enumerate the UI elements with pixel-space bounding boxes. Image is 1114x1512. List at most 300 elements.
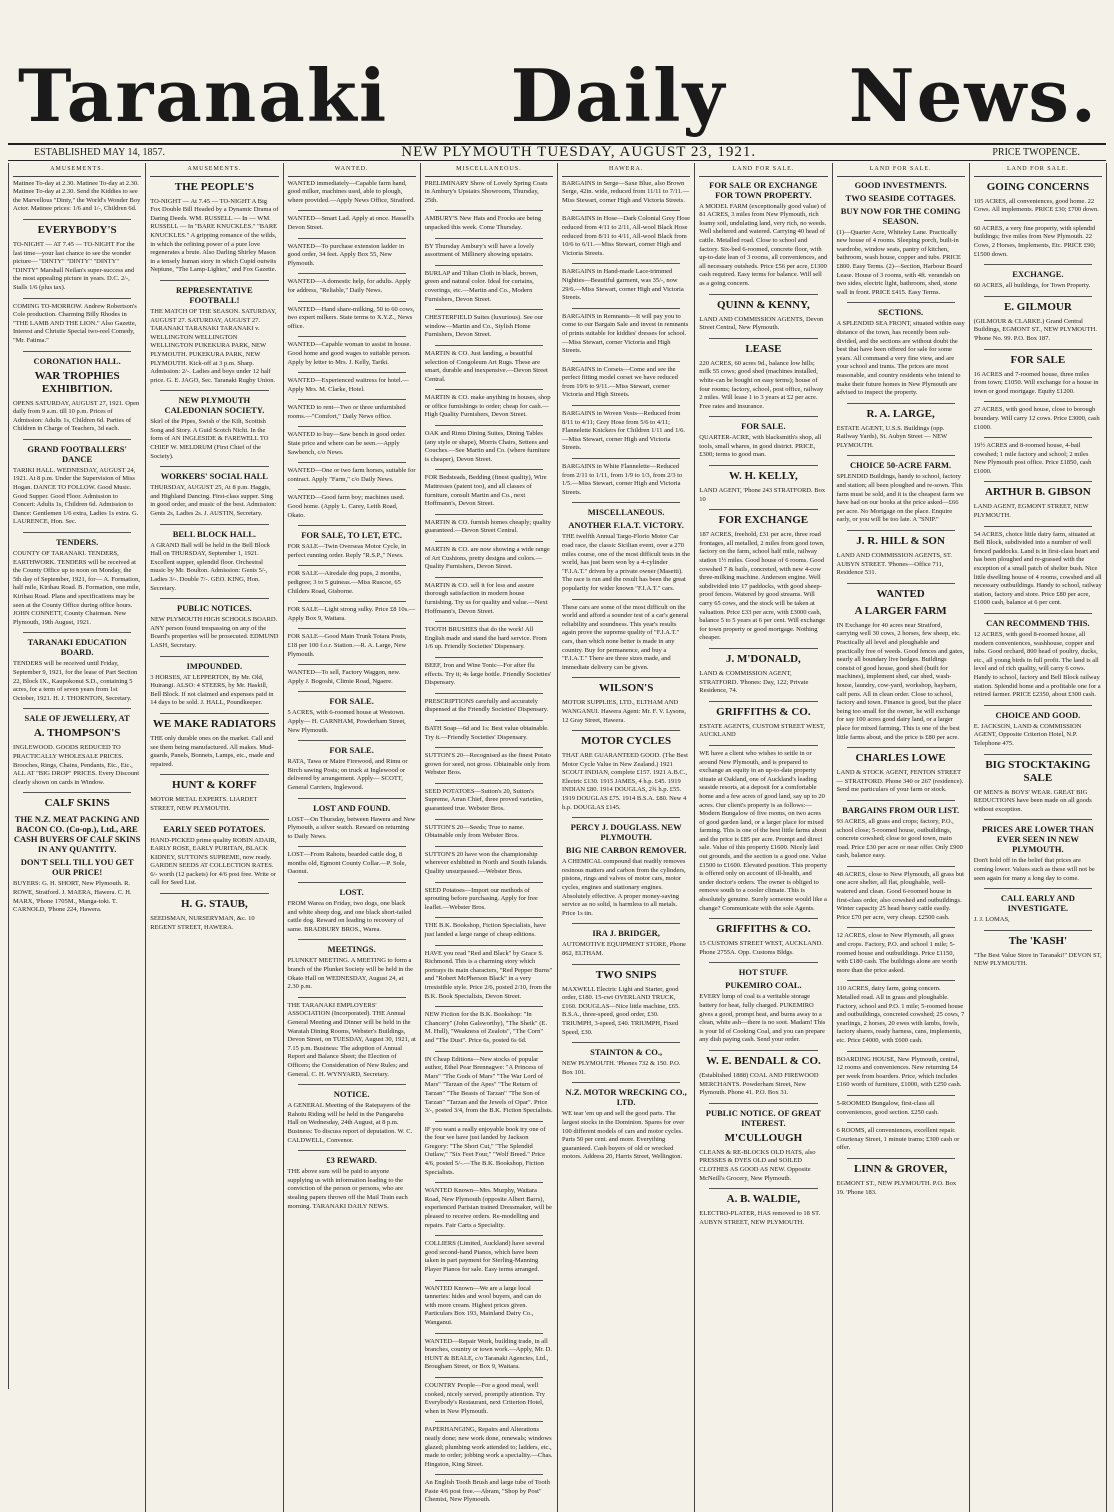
divider: [572, 964, 680, 965]
divider: [847, 980, 955, 981]
divider: [572, 405, 680, 406]
divider: [572, 361, 680, 362]
advert-heading: QUINN & KENNY,: [716, 298, 810, 311]
advert-text: 48 ACRES, close to New Plymouth, all grass but one acre shelter, all flat, ploughable, well-watered and clean. Good 6-roomed house in first-class order, also cowshed and outbuildings. Winter capacity 25 head heavy cattle easily. Price £70 per acre, very cheap. £2500 cash.: [836, 870, 964, 921]
advert-text: OAK and Rimu Dining Suites, Dining Tables (any style or shape), Morris Chairs, Settees and Couches.—See Martin and Co. (where furniture is cheaper), Devon Street.: [424, 430, 550, 463]
divider: [23, 439, 131, 440]
advert-text: J. J. LOMAS,: [973, 916, 1010, 924]
advert-text: BARGAINS in Remnants—It will pay you to come to our Bargain Sale and invest in remnants of prints suitable for kiddies' dresses for school.—Miss Stewart, corner Victoria and High Streets.: [562, 312, 689, 355]
advert-text: SEED Potatoes—Import our methods of sprouting before purchasing. Apply for free leaflet.—Webster Bros.: [424, 886, 538, 911]
divider: [160, 524, 268, 525]
divider: [160, 819, 268, 820]
column-header: LAND FOR SALE.: [837, 165, 965, 177]
advert-heading: WAR TROPHIES EXHIBITION.: [34, 369, 120, 395]
divider: [435, 1051, 543, 1052]
advert-text: TOOTH BRUSHES that do the work! All English made and stand the hard service. From 1/6 up. Friendly Societies' Dispensary.: [424, 626, 547, 651]
advert-heading: LINN & GROVER,: [854, 1162, 948, 1175]
advert-text: BARGAINS in Corsets—Come and see the perfect fitting model corset we have reduced from 19/6 to 9/11.—Miss Stewart, corner Victoria and High Streets.: [562, 365, 678, 399]
divider: [984, 613, 1092, 614]
advert-text: LAND AND COMMISSION AGENTS, ST. AUBYN STREET. 'Phones—Office 711, Residence 531.: [836, 552, 952, 577]
divider: [709, 416, 817, 417]
advert-heading: WE MAKE RADIATORS: [152, 717, 276, 730]
advert-text: 110 ACRES, dairy farm, going concern. Metalled road. All in grass and ploughable. Factory, school and P.O. 1 mile; 5-roomed house and outbuildings, concreted cowshed; 25 cows, 7 yearlings, 2 horses, 20 ewes with lambs, fowls, factory shares, ready harness, cans, implements, etc. Price £4000, with £600 cash.: [836, 985, 965, 1044]
advert-heading: TARANAKI EDUCATION BOARD.: [27, 637, 127, 658]
advert-heading: ANOTHER F.I.A.T. VICTORY.: [568, 520, 684, 531]
issue-date: NEW PLYMOUTH TUESDAY, AUGUST 23, 1921.: [401, 144, 757, 160]
advert-text: WANTED—Good farm boy; machines used. Good home. (Apply L. Carey, Leith Road, Okato.: [287, 494, 405, 519]
divider: [984, 481, 1092, 482]
masthead: [18, 52, 1098, 138]
divider: [984, 754, 1092, 755]
divider: [572, 599, 680, 600]
advert-text: WANTED—Experienced waitress for hotel.—Apply Mrs. M. Clarke, Hotel.: [287, 377, 409, 393]
advert-text: HAND-PICKED prime quality ROBIN ADAIR, EARLY ROSE, EARLY PURITAN, BLACK KIDNEY, SUTTON'S SUPREME, now ready. GARDEN SEEDS AT COLLECTION RATES. 6/- worth (12 packets) for 4/6 post free. Write or call for Seed List.: [150, 836, 277, 887]
divider: [435, 657, 543, 658]
advert-text: 54 ACRES, choice little dairy farm, situated at Bell Block, subdivided into a number of well fenced paddocks. Land is in first-class heart and has been ploughed and re-grassed with the exception of a small patch of shelter bush. Nice little dwelling house of 4 rooms, cowshed and all necessary outbuildings. Handy to school, railway station, factory and store. Price £80 per acre, £1000 cash, balance at 6 per cent.: [973, 530, 1102, 607]
divider: [298, 1150, 406, 1151]
divider: [984, 526, 1092, 527]
advert-text: 15 CUSTOMS STREET WEST, AUCKLAND. Phone 2755A. Opp. Customs Bldgs.: [699, 940, 824, 956]
advert-heading: NEW PLYMOUTH CALEDONIAN SOCIETY.: [164, 395, 265, 416]
divider: [160, 598, 268, 599]
divider: [572, 677, 680, 678]
divider: [435, 917, 543, 918]
advert-heading: CHOICE 50-ACRE FARM.: [850, 460, 952, 471]
divider: [435, 1121, 543, 1122]
divider: [435, 265, 543, 266]
advert-text: THE twelfth Annual Targo-Florio Motor Car road race, the classic Sicilian event, over a 270 miles course, one of the most difficult tests in the world, has just been won by a 4-cylinder "F.I.A.T." driven by a private owner (Masetti). The race is run and the result has been the great popularity for wider known "F.I.A.T." cars.: [562, 533, 691, 592]
advert-text: Don't hold off in the belief that prices are coming lower. Values such as these will not be seen again for many a long day to come.: [973, 857, 1095, 882]
advert-text: These cars are some of the most difficult on the world and afford a sounder test of a car's general reliability and soundness. This year's results again prove the supreme quality of "F.I.A.T." cars, than which none better is made in any country. Buy for permanence, and buy a "F.I.A.T." There are three sizes made, and immediate delivery can be given.: [562, 603, 689, 671]
advert-text: THE TARANAKI EMPLOYERS' ASSOCIATION (Incorporated). THE Annual General Meeting and Dinner will be held in the Waratah Dining Rooms, Webster's Buildings, Devon Street, on TUESDAY, August 30, 1921, at 7.15 p.m. Business: The adoption of Annual Report and Balance Sheet; the Election of Officers; the Consideration of New Rules; and General. C. H. WYNYARD, Secretary.: [287, 1001, 416, 1078]
divider: [23, 632, 131, 633]
advert-text: 27 ACRES, with good house, close to borough boundary. Will carry 12 cows. Price £3000, cash £1000.: [973, 406, 1100, 431]
advert-text: FOR SALE—Light strong sulky. Price £8 10s.—Apply Box 9, Waitara.: [287, 606, 416, 622]
advert-text: NEW PLYMOUTH. 'Phones 732 & 150. P.O. Box 101.: [562, 1060, 681, 1076]
advert-text: 60 ACRES, a very fine property, with splendid buildings; five miles from New Plymouth. 22 Cows, 2 Horses, Implements, Etc. PRICE £90; £1500 down.: [973, 224, 1096, 258]
divider: [435, 210, 543, 211]
advert-heading: REPRESENTATIVE FOOTBALL!: [176, 284, 253, 305]
advert-text: SEED POTATOES—Sutton's 20, Sutton's Supreme, Arran Chief, three proved varieties, guaranteed true. Webster Bros.: [424, 787, 544, 813]
advert-text: WANTED—To purchase extension ladder in good order, 34 feet. Apply Box 55, New Plymouth.: [287, 242, 405, 267]
price: PRICE TWOPENCE.: [992, 147, 1080, 158]
advert-heading: CHOICE AND GOOD.: [995, 709, 1081, 720]
advert-text: A SPLENDID SEA FRONT, situated within easy distance of the town, has recently been sub-divided, and the sections are without doubt the best that have been offered for sale for some years. All command a very fine view, and are your school and trams. The prices are most reasonable, and country residents who intend to make their future homes in New Plymouth are advised to inspect the property.: [836, 320, 965, 397]
advert-text: EVERY lump of coal is a veritable storage battery for heat, fully charged. PUKEMIRO gives a good, prompt heat, and burns away to a clean, white ash—there is no soot. Madam! This is your Id of Cooking Coal, and you can prepare any dish paying cash. Send your order.: [699, 993, 826, 1044]
advert-text: WANTED to buy—Saw bench in good order. State price and where can be seen.—Apply Sawbench, c/o News.: [287, 431, 406, 456]
advert-heading: PUBLIC NOTICE. OF GREAT INTEREST.: [705, 1107, 821, 1128]
divider: [160, 466, 268, 467]
divider: [984, 888, 1092, 889]
advert-text: THE MATCH OF THE SEASON. SATURDAY, AUGUST 27. SATURDAY, AUGUST 27. TARANAKI TARANAKI TARANAKI v. WELLINGTON WELLINGTON WELLINGTON PUKEKURA PARK, NEW PLYMOUTH. PUKEKURA PARK, NEW PLYMOUTH. Kick-off at 3 p.m. Sharp. Admission: 2/-. Ladies and boys under 12 half price. G. E. JAGO, Sec. Taranaki Rugby Union.: [150, 307, 277, 384]
advert-text: MAXWELL Electric Light and Starter, good order, £180. 15-cwt OVERLAND TRUCK, £160. DOUGLAS—Nice little machine, £65. B.S.A., three-speed, good order, £30. TRIUMPH, 3-speed, £40. TRIUMPH, Fixed Speed, £30.: [562, 985, 680, 1036]
advert-text: BEEF, Iron and Wine Tonic—For after flu effects. Try it; 4s large bottle. Friendly Societies' Dispensary.: [424, 661, 552, 687]
divider: [298, 601, 406, 602]
divider: [435, 819, 543, 820]
advert-text: SUTTON'S 20—Seeds; True to name. Obtainable only from Webster Bros.: [424, 823, 525, 840]
advert-text: TENDERS will be received until Friday, September 9, 1921, for the lease of Part Section 22, Block IX., Kaupokonui S.D., containing 5 acres, for a term of seven years from 1st October, 1921. H. J. THORNTON, Secretary.: [13, 660, 138, 702]
divider: [709, 1050, 817, 1051]
advert-text: BARGAINS in Hand-made Lace-trimmed Nighties—Beautiful garment, was 35/-, now 29/6.—Miss Stewart, corner High and Victoria Streets.: [562, 268, 684, 302]
divider: [709, 338, 817, 339]
column-7: [833, 163, 970, 1512]
advert-heading: MOTOR CYCLES: [581, 735, 672, 748]
divider: [709, 1188, 817, 1189]
advert-heading: GRIFFITHS & CO.: [716, 705, 811, 718]
advert-heading: GRAND FOOTBALLERS' DANCE: [27, 443, 127, 464]
advert-heading: TENDERS.: [55, 537, 99, 548]
divider: [298, 426, 406, 427]
divider: [435, 469, 543, 470]
advert-heading: LEASE: [745, 342, 782, 355]
advert-heading: The 'KASH': [1008, 934, 1068, 947]
advert-text: OPENS SATURDAY, AUGUST 27, 1921. Open daily from 9 a.m. till 10 p.m. Prices of Admission: Adults 1s, Children 6d. Parties of Children in Charge of Teachers, 3d each.: [13, 399, 140, 433]
divider: [160, 713, 268, 714]
divider: [435, 1280, 543, 1281]
divider: [298, 462, 406, 463]
divider: [847, 1051, 955, 1052]
advert-heading: ARTHUR B. GIBSON: [985, 486, 1091, 499]
column-header: HAWERA.: [562, 165, 690, 177]
divider: [298, 372, 406, 373]
advert-heading: BIG NIE CARBON REMOVER.: [565, 845, 687, 856]
divider: [984, 220, 1092, 221]
advert-heading: EARLY SEED POTATOES.: [163, 823, 266, 834]
advert-text: IF you want a really enjoyable book try one of the four we have just landed by Jackson Gregory: "The Short Cut," "The Splendid Outlaw," "Six Feet Four," "Wolf Breed." Price 4/6, posted 5/-.—The B.K. Bookshop, Fiction Specialists.: [424, 1125, 546, 1176]
advert-text: 5-ROOMED Bungalow, first-class all conveniences, good section. £250 cash.: [836, 1099, 939, 1116]
advert-text: WANTED Known—We are a large local tanneries: hides and wool buyers, and can do with more cream. Highest prices given. Particulars Box 193, Mainland Dairy Co., Wanganui.: [424, 1284, 542, 1326]
divider: [435, 1333, 543, 1334]
advert-heading: SECTIONS.: [878, 307, 924, 318]
advert-text: COUNTRY People—For a good meal, well cooked, nicely served, promptly attention. Try Everybody's Restaurant, next Criterion Hotel, when in New Plymouth.: [424, 1381, 545, 1415]
advert-text: EGMONT ST., NEW PLYMOUTH. P.O. Box 19. 'Phone 183.: [836, 1179, 957, 1196]
advert-heading: E. GILMOUR: [1003, 300, 1072, 313]
divider: [23, 219, 131, 220]
advert-text: AUTOMOTIVE EQUIPMENT STORE, Phone 862, ELTHAM.: [562, 941, 686, 957]
divider: [298, 238, 406, 239]
advert-text: WANTED—A domestic help, for adults. Apply for address, "Reliable," Daily News.: [287, 278, 411, 294]
divider: [160, 390, 268, 391]
advert-heading: PUKEMIRO COAL.: [725, 980, 802, 991]
advert-heading: N.Z. MOTOR WRECKING CO., LTD.: [565, 1087, 687, 1108]
divider: [435, 621, 543, 622]
divider: [435, 1235, 543, 1236]
divider: [984, 264, 1092, 265]
divider: [572, 1082, 680, 1083]
advert-heading: CORONATION HALL.: [33, 355, 121, 366]
column-8: [970, 163, 1107, 1512]
advert-heading: THE PEOPLE'S: [174, 180, 254, 193]
advert-heading: W. E. BENDALL & CO.: [705, 1054, 821, 1067]
advert-text: ESTATE AGENT, U.S.S. Buildings (opp. Railway Yards), St. Aubyn Street — NEW PLYMOUTH.: [836, 424, 948, 449]
advert-heading: GOING CONCERNS: [986, 180, 1090, 193]
divider: [435, 882, 543, 883]
advert-heading: EVERYBODY'S: [37, 223, 117, 236]
advert-text: TARIKI HALL. WEDNESDAY, AUGUST 24, 1921. At 8 p.m. Under the Supervision of Miss Hogan. DANCE TO FOLLOW. Good Music. Good Supper. Good Floor. Admission to Concert: Adults 1s, Children 6d. Admission to Dance: Gentlemen 1/6 extra, Ladies 1s extra. G. LAURENCE, Hon. Sec.: [13, 466, 139, 526]
advert-heading: LOST.: [339, 887, 364, 898]
column-header: WANTED.: [288, 165, 416, 177]
divider: [160, 774, 268, 775]
advert-text: A GRAND Ball will be held in the Bell Block Hall on THURSDAY, September 1, 1921. Excellent supper, splendid floor. Orchestral music by Mr. Boulton. Admission: Gents 5/-, Ladies 3/-. Double 7/-. GEO. KING, Hon. Secretary.: [150, 541, 270, 592]
divider: [298, 525, 406, 526]
advert-heading: TWO SEASIDE COTTAGES.: [845, 192, 956, 203]
advert-text: WE have a client who wishes to settle in or around New Plymouth, and is prepared to exchange an equity in an up-to-date property situate at Oakland, one of Auckland's leading seaside resorts, at a deposit for a comfortable home and a few acres of good land, say up to 20 acres. Our client's property is as follows:—Modern Bungalow of five rooms, on two acres of good garden land, or a larger place for mixed farming. This is one of the best little farms about and the price is £85 per acre. Prompt and direct sale. Value of this property £1600. Nicely laid out grounds, and the section is a good one. Value £1500 to £1600. Elevated position. This property is offered only on account of ill-health, and under doctor's orders. The owner is obliged to remove south to a cooler climate. This is absolutely genuine. Surely someone would like a change? Communicate with the sole Agents.: [699, 749, 827, 912]
divider: [160, 893, 268, 894]
advert-text: WANTED—One or two farm horses, suitable for contract. Apply "Farm," c/o Daily News.: [287, 467, 416, 483]
divider: [435, 1474, 543, 1475]
divider: [160, 656, 268, 657]
advert-text: 220 ACRES, 60 acres 9d., balance low hills; milk 55 cows; good shed (machines installed, white-can be bought on easy terms); house of four rooms; factory, school, post office, railway 2 miles. Will lease 1 to 3 years at £2 per acre. Free rates and insurance.: [699, 359, 824, 410]
divider: [572, 458, 680, 459]
advert-text: THE only durable ones on the market. Call and see them being manufactured. All makes. Mud-guards, Panels, Bonnets, Lamps, etc., made and repaired.: [150, 734, 275, 768]
advert-heading: MEETINGS.: [327, 944, 376, 955]
divider: [572, 502, 680, 503]
divider: [298, 628, 406, 629]
advert-text: 93 ACRES, all grass and crops; factory, P.O., school close; 5-roomed house, outbuildings, concrete cowshed; close to good town, main road. Price £30 per acre or near offer. Only £900 cash, balance easy.: [836, 817, 963, 860]
advert-heading: WORKERS' SOCIAL HALL: [160, 471, 268, 482]
divider: [298, 301, 406, 302]
masthead-word-taranaki: Taranaki: [18, 52, 389, 138]
advert-text: COLLIERS (Limited, Auckland) have several good second-hand Pianos, which have been taken in part payment for Sterling-Manning Player Pianos for sale. Easy terms arranged.: [424, 1240, 545, 1273]
divider: [984, 437, 1092, 438]
advert-text: An English Tooth Brush and large tube of Tooth Paste 4/6 post free.—Abram, "Shop by Post" Chemist, New Plymouth.: [424, 1479, 550, 1504]
advert-text: BATH Soap—6d and 1s: Best value obtainable. Try it.—Friendly Societies' Dispensary.: [424, 724, 549, 741]
advert-text: Matinee To-day at 2.30. Matinee To-day at 2.30. Matinee To-day at 2.30. Send the Kiddies to see the Marvellous "Dinty," the World's Wonder Boy Actor. Matinee prices: 1/6 and 1/-, Children 6d.: [13, 179, 141, 213]
advert-text: IN Exchange for 40 acres near Stratford, carrying well 30 cows, 2 horses, few sheep, etc. Practically all level and ploughable and practically free of weeds. Good fences and gates, nearly all boundary live hedges. Buildings consist of good house, good shed (built for machines), implement shed, car shed, wash-house, laundry, cow-yard, workshop, haybarn, calf pens. All in clean order. Close to school, factory and town. Finance is good, but the place being too small for the owner, he will exchange for say 100 acres good dairy land, or a larger place for mixed farming. This is one of the best little farms about, and the price is £80 per acre.: [836, 621, 965, 741]
advert-heading: IRA J. BRIDGER,: [592, 928, 660, 939]
divider: [298, 997, 406, 998]
column-header: AMUSEMENTS.: [150, 165, 278, 177]
divider: [298, 691, 406, 692]
divider: [23, 298, 131, 299]
advert-heading: £3 REWARD.: [326, 1155, 377, 1166]
advert-text: WANTED—Smart Lad. Apply at once. Hassell's Devon Street.: [287, 215, 415, 231]
divider: [435, 1421, 543, 1422]
column-5: [558, 163, 695, 1512]
advert-text: A GENERAL Meeting of the Ratepayers of the Rahotu Riding will be held in the Pungarehu Hall on Wednesday, 24th August, at 8 p.m. Business: To discuss report of deputation. W. C. CALDWELL, Convenor.: [287, 1102, 413, 1144]
divider: [160, 280, 268, 281]
advert-heading: HUNT & KORFF: [172, 779, 257, 792]
advert-heading: BUY NOW FOR THE COMING SEASON.: [840, 205, 961, 226]
advert-text: PAPERHANGING, Repairs and Alterations neatly done; new work done, renewals; windows glazed; plumbing work attended to; ladders, etc., made to order; jobbing work a speciality.—Chas. Hingston, King Street.: [424, 1426, 553, 1468]
advert-text: THAT ARE GUARANTEED GOOD. (The Best Motor Cycle Value in New Zealand.) 1921 SCOUT INDIAN, complete £157. 1921 A.B.C., Electric £130. 1915 JAMES, 4 h.p. £45. 1919 INDIAN £80. 1914 DOUGLAS, 2¾ h.p. £55. 1919 DOUGLAS £75. 1914 B.S.A. £80. New 4 h.p. DOUGLAS £145.: [562, 752, 688, 811]
divider: [709, 701, 817, 702]
advert-heading: WILSON'S: [598, 682, 654, 695]
divider: [847, 302, 955, 303]
advert-text: WANTED to rent—Two or three unfurnished rooms.—"Comfort," Daily News office.: [287, 404, 406, 420]
advert-text: PLUNKET MEETING. A MEETING to form a branch of the Plunket Society will be held in the Okato Hall on WEDNESDAY, August 24, at 2.30 p.m.: [287, 957, 413, 991]
advert-text: MARTIN & CO. furnish homes cheaply; quality guaranteed.—Devon Street Central.: [424, 518, 551, 535]
advert-heading: R. A. LARGE,: [866, 407, 935, 420]
advert-text: BARGAINS in White Flannelette—Reduced from 2/11 to 1/11, from 1/9 to 1/3, from 2/3 to 1/5.—Miss Stewart, corner High and Victoria Streets.: [562, 463, 683, 496]
divider: [435, 720, 543, 721]
advert-text: COUNTY OF TARANAKI. TENDERS, EARTHWORK. TENDERS will be received at the County Office up to noon on Monday, the 5th day of September, 1921, for— A. Formation, half mile, Kirihau Road. B. Formation, one mile, Kirihau Road. Plans and specifications may be seen at the County Office during office hours. JOHN CONNETT, County Chairman. New Plymouth, 19th August, 1921.: [13, 550, 141, 626]
advert-text: 5 ACRES, with 6-roomed house at Westown. Apply— H. CARNHAM, Powderham Street, New Plymouth.: [287, 709, 406, 734]
divider: [709, 918, 817, 919]
advert-heading: MISCELLANEOUS.: [587, 507, 665, 518]
masthead-word-daily: Daily: [510, 52, 727, 138]
divider: [298, 740, 406, 741]
divider: [435, 1006, 543, 1007]
advert-heading: FOR SALE: [1010, 353, 1066, 366]
advert-heading: CALF SKINS: [44, 797, 110, 810]
advert-text: LAND AGENT, EGMONT STREET, NEW PLYMOUTH.: [973, 503, 1089, 520]
advert-heading: SALE OF JEWELLERY, AT: [24, 713, 130, 724]
advert-text: MARTIN & CO. sell it for less and assure thorough satisfaction in modern house furnishing. Try us for quality and value.—Next Hoffmann's, Devon Street.: [424, 581, 548, 615]
advert-text: AMBURY'S New Hats and Frocks are being unpacked this week. Come Thursday.: [424, 215, 542, 231]
divider: [298, 664, 406, 665]
advert-text: ESTATE AGENTS, CUSTOM STREET WEST, AUCKLAND: [699, 722, 826, 739]
advert-text: OF MEN'S & BOYS' WEAR. GREAT BIG REDUCTIONS have been made on all goods without exception.: [973, 788, 1092, 813]
advert-heading: J. M'DONALD,: [725, 652, 801, 665]
dateline: [8, 143, 1106, 161]
divider: [984, 930, 1092, 931]
divider: [572, 923, 680, 924]
divider: [23, 351, 131, 352]
advert-text: WANTED—Capable woman to assist in house. Good home and good wages to suitable person. Apply by letter to Mrs. J. Kelly, Tariki.: [287, 341, 411, 366]
advert-heading: HOT STUFF.: [738, 967, 788, 978]
divider: [298, 336, 406, 337]
advert-text: TO-NIGHT — At 7.45 — TO-NIGHT A Big Fox Double Bill Headed by a Dynamic Drama of Daring Deeds. WM. RUSSELL — In — WM. RUSSELL — In "BARE KNUCKLES." "BARE KNUCKLES." A gripping romance of the wilds, in which the refining power of a pure love regenerates a brute. Also Darling Shirley Mason in a tensely human story in which Cupid outwits Neptune, "The Lamp-Lighter," and Fox Gazette.: [150, 197, 279, 274]
advert-text: 16 ACRES and 7-roomed house, three miles from town; £1050. Will exchange for a house in town or good mortgage. Equity £1200.: [973, 370, 1099, 395]
advert-text: PRESCRIPTIONS carefully and accurately dispensed at the Friendly Societies' Dispensary.: [424, 697, 549, 714]
divider: [572, 263, 680, 264]
advert-text: WANTED immediately—Capable farm hand, good milker, machines used, able to plough, where provided.—Apply News Office, Stratford.: [287, 179, 415, 204]
column-4: [421, 163, 558, 1512]
divider: [847, 583, 955, 584]
advert-text: SEEDSMAN, NURSERYMAN, &c. 10 REGENT STREET, HAWERA.: [150, 915, 255, 931]
advert-text: 12 ACRES, close to New Plymouth, all grass and crops. Factory, P.O. and school 1 mile; 5-roomed house and outbuildings. Price £1150, with £180 cash. The buildings alone are worth more than the price asked.: [836, 932, 957, 974]
column-6: [695, 163, 832, 1512]
advert-text: WANTED—Repair Work, building trade, in all branches, country or town work.—Apply, Mr. D. HUNT & BEALE, c/o Taranaki Agencies, Ltd., Brougham Street, or Box 9, Waitara.: [424, 1337, 552, 1371]
advert-text: LAND AND COMMISSION AGENTS, Devon Street Central, New Plymouth.: [699, 315, 824, 332]
divider: [298, 273, 406, 274]
advert-text: CLEANS & RE-BLOCKS OLD HATS, also PRESSES & DYES OLD and SOILED CLOTHES AS GOOD AS NEW. Opposite McNeill's Grocery, New Plymouth.: [699, 1148, 816, 1182]
divider: [984, 401, 1092, 402]
advert-text: COMING TO-MORROW. Andrew Robertson's Cole production. Charming Billy Rhodes in "THE LAMB AND THE LION." Also Gazette, Interest and Christie Special two-reel Comedy, "Mr. Fatima.": [13, 302, 137, 344]
advert-text: 19½ ACRES and 8-roomed house, 4-bail cowshed; 1 mile factory and school; 2 miles New Plymouth post office. Price £1850, cash £1000.: [973, 442, 1092, 475]
advert-text: A MODEL FARM (exceptionally good value) of 81 ACRES, 3 miles from New Plymouth, rich loamy soil, undulating land, very rich, no weeds. Well sheltered and watered. Carrying 40 head of cattle. Metalled road. Close to school and factory. Six-bed 6-roomed, concrete floor, with up-to-date lean of 3 rooms, all conveniences, and all necessary outsheds. Price £56 per acre, £1300 cash required. Easy terms for balance. Will sell as a going concern.: [699, 202, 828, 287]
advert-text: BUYERS: G. H. SHORT, New Plymouth. R. ROWE, Stratford. J. MAERA, Hawera. C. H. MARX, 'Phone 1705M., Manga-toki. T. CARNOLD, 'Phone 224, Hawera.: [13, 880, 132, 914]
advert-text: MOTOR METAL EXPERTS. LIARDET STREET, NEW PLYMOUTH.: [150, 796, 258, 812]
divider: [435, 541, 543, 542]
column-header: AMUSEMENTS.: [13, 165, 141, 177]
divider: [23, 792, 131, 793]
advert-text: 12 ACRES, with good 8-roomed house, all modern conveniences, washhouse, copper and tubs. Good orchard, 800 head of poultry, ducks, etc., all young birds in full profit. The land is all level and of rich quality, will carry 6 cows. Handy to school, factory and Bell Block railway station. Splendid home and a profitable one for a retired farmer. PRICE £2350, about £300 cash.: [973, 631, 1101, 699]
column-header: LAND FOR SALE.: [699, 165, 827, 177]
column-1: [9, 163, 146, 1512]
divider: [298, 489, 406, 490]
advert-heading: A. B. WALDIE,: [726, 1193, 801, 1206]
advert-text: WANTED—To sell, Factory Waggon, new. Apply J. Bogoshi, Climie Road, Ngaere.: [287, 669, 401, 685]
advert-text: WANTED Known—Mrs. Murphy, Waitara Road, New Plymouth (opposite Albert Barrs), experienced Parisian trained Dressmaker, will be pleased to receive orders. Re-modelling and repairs. Fair Carts a Speciality.: [424, 1187, 552, 1229]
advert-heading: FOR SALE OR EXCHANGE FOR TOWN PROPERTY.: [709, 179, 818, 200]
divider: [435, 389, 543, 390]
divider: [847, 455, 955, 456]
advert-heading: EXCHANGE.: [1012, 269, 1064, 280]
advert-text: 3 HORSES, AT LEPPERTON, By Mr. Old, Huirangi. ALSO: 4 STEERS, by Mr. Haskill, Bell Block. If not claimed and expenses paid in 14 days to be sold. J. HALL, Poundkeeper.: [150, 673, 274, 707]
advert-heading: STAINTON & CO.,: [590, 1047, 663, 1058]
advert-heading: J. R. HILL & SON: [856, 535, 945, 548]
advert-text: ELECTRO-PLATER, HAS removed to 18 ST. AUBYN STREET, NEW PLYMOUTH.: [699, 1210, 821, 1226]
advert-text: THE above sum will be paid to anyone supplying us with information leading to the conviction of the person or persons, who are stealing papers thrown off the Mail Train each morning. TARANAKI DAILY NEWS.: [287, 1168, 408, 1210]
divider: [847, 1158, 955, 1159]
advert-text: BARGAINS in Hose—Dark Colonial Grey Hose reduced from 4/11 to 2/11, All-wool Black Hose reduced from 8/11 to 4/11, All-wool Black from 10/6 to 6/11.—Miss Stewart, corner High and Victoria Streets.: [562, 215, 691, 257]
divider: [435, 238, 543, 239]
advert-text: MARTIN & CO. make anything in houses, shop or office furnishings to order; cheap for cash.—High Quality Furnishers, Devon Street.: [424, 394, 551, 419]
divider: [435, 693, 543, 694]
advert-text: "The Best Value Store in Taranaki!" DEVON ST, NEW PLYMOUTH.: [973, 951, 1102, 968]
advert-text: FROM Warea on Friday, two dogs, one black and white sheep dog, and one black short-tailed cattle dog. Reward on leading to recovery of same. BRADBURY BROS., Warea.: [287, 900, 412, 933]
advert-text: IN Cheap Editions—New stocks of popular author, Ethel Pear Brennagwe: "A Princess of Mars" "The Gods of Mars" "The War Lord of Mars" "Tarzan of the Apes" "The Return of Tarzan" "The Beasts of Tarzan" "The Son of Tarzan" "Tarzan and the Jewels of Opar". Price 3/-, posted 3/4, from the B.K. Fiction Specialists.: [424, 1055, 553, 1115]
divider: [298, 1084, 406, 1085]
divider: [23, 532, 131, 533]
divider: [435, 783, 543, 784]
advert-text: BY Thursday Ambury's will have a lovely assortment of Millinery showing upstairs.: [424, 242, 535, 259]
divider: [572, 817, 680, 818]
divider: [572, 210, 680, 211]
divider: [298, 210, 406, 211]
advert-heading: CAN RECOMMEND THIS.: [986, 618, 1090, 628]
divider: [847, 747, 955, 748]
divider: [298, 798, 406, 799]
advert-heading: THE N.Z. MEAT PACKING AND BACON CO. (Co-op.), Ltd., ARE CASH BUYERS OF CALF SKINS IN ANY QUANTITY.: [13, 814, 141, 855]
divider: [847, 866, 955, 867]
divider: [298, 399, 406, 400]
advert-text: BARGAINS in Woven Vests—Reduced from 8/11 to 4/11; Grey Hose from 5/6 to 4/11; Flannelette Knickers for Children 1/11 and 1/6.—Miss Stewart, corner High and Victoria Streets.: [562, 410, 686, 452]
advert-heading: IMPOUNDED.: [186, 660, 243, 671]
advert-text: E. JACKSON, LAND & COMMISSION AGENT, Opposite Criterion Hotel, N.P. Telephone 475.: [973, 722, 1082, 747]
advert-heading: W. H. KELLY,: [728, 470, 798, 483]
advert-text: FOR SALE—Airedale dog pups, 2 months, pedigree; 3 to 5 guineas.—Miss Ruscoe, 65 Childers Road, Gisborne.: [287, 570, 402, 595]
divider: [572, 1042, 680, 1043]
divider: [435, 345, 543, 346]
advert-text: WANTED—Hand share-milking, 50 to 60 cows, two expert milkers. State terms to X.Y.Z., News office.: [287, 305, 415, 330]
advert-heading: FOR SALE, TO LET, ETC.: [301, 530, 403, 541]
advert-text: 187 ACRES, freehold, £31 per acre, three road frontages, all metalled, 2 miles from good town, factory on the farm, school half mile, railway station 1½ miles. Good house of 6 rooms. Good cowshed 7 & bails, concreted, with new 4-cow three-milking machine. Anderson engine. Well subdivided into 17 paddocks, with good sheep-proof fences. Watered by good streams. Will carry 65 cows, and the stock will be taken at valuation. Price £33 per acre, with £3000 cash, balance 5 to 5 years at 6 per cent. Will exchange for town property or good mortgage. Nothing cheaper.: [699, 531, 826, 642]
divider: [847, 1095, 955, 1096]
divider: [435, 945, 543, 946]
divider: [847, 1122, 955, 1123]
advert-text: SPLENDID Buildings, handy to school, factory and station; all been ploughed and re-sown. This farm must be sold, and it is the cheapest farm we have had on our books at the price asked—£66 per acre. No Mortgage on the place. Enquire early, or you will be too late. A "SNIP.": [836, 473, 964, 524]
divider: [435, 425, 543, 426]
advert-heading: NOTICE.: [333, 1089, 370, 1100]
divider: [572, 308, 680, 309]
advert-text: (Established 1888) COAL AND FIREWOOD MERCHANTS. Powderham Street, New Plymouth. Phone 41. P.O. Box 31.: [699, 1071, 819, 1097]
advert-text: BOARDING HOUSE, New Plymouth, central, 12 rooms and conveniences. New returning £4 per week from boarders. Price, which includes £160 worth of furniture, £1000, with £250 cash.: [836, 1055, 962, 1089]
advert-heading: CALL EARLY AND INVESTIGATE.: [1000, 893, 1075, 914]
divider: [847, 800, 955, 801]
divider: [435, 514, 543, 515]
advert-heading: FOR EXCHANGE: [718, 514, 809, 527]
divider: [984, 705, 1092, 706]
column-3: [284, 163, 421, 1512]
advert-text: BURLAP and Tilian Cloth in black, brown, green and natural color. Ideal for curtains, coverings, etc.—Martin and Co., Modern Furnishers, Devon Street.: [424, 269, 538, 303]
advert-heading: CHARLES LOWE: [855, 752, 946, 765]
advert-text: Skirl of the Pipes, Swish o' the Kilt, Scottish Song and Story. A Guid Scotch Nicht. In the form of AN INGLESIDE & FAREWELL TO CHIEF W. MELDRUM (First Chief of the Society).: [150, 418, 269, 460]
advert-text: THURSDAY, AUGUST 25, At 8 p.m. Haggis, and Highland Dancing. First-class supper. Sing in good order, and music of the best. Admission: Gents 2s, Ladies 2s. J. AUSTIN, Secretary.: [150, 484, 277, 518]
divider: [984, 349, 1092, 350]
divider: [298, 882, 406, 883]
advert-text: FOR Bedsteads, Bedding (finest quality), Wire Mattresses (patent too), and all classes of furniture, consult Martin and Co., next Hoffmann's, Devon Street.: [424, 474, 547, 508]
advert-text: 60 ACRES, all buildings, for Town Property.: [973, 282, 1091, 290]
advert-text: QUARTER-ACRE, with blacksmith's shop, all tools, small whares, in good district. PRICE, £300; terms to good man.: [699, 434, 822, 459]
divider: [709, 465, 817, 466]
advert-heading: A. THOMPSON'S: [33, 727, 121, 740]
advert-text: INGLEWOOD. GOODS REDUCED TO PRACTICALLY WHOLESALE PRICES. Brooches, Rings, Chains, Pendants, Etc., Etc., ALL AT "BIG DROP" PRICES. Every Discount clearly shown on cards in Window.: [13, 744, 140, 786]
divider: [709, 1103, 817, 1104]
advert-text: LOST—From Rahotu, bearded cattle dog, 8 months old, Egmont County Collar.—P. Sole, Oaonui.: [287, 851, 407, 876]
